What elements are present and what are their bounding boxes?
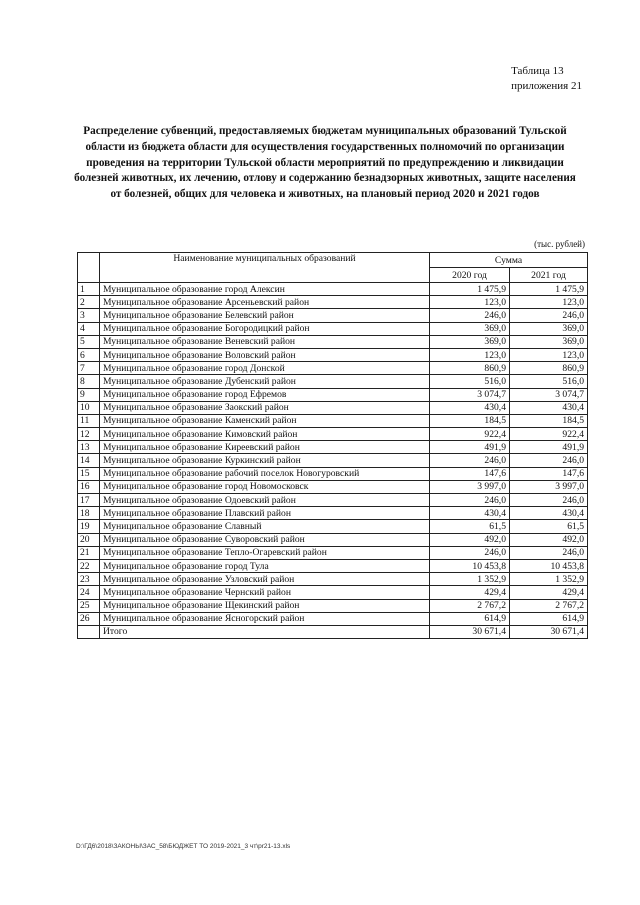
row-number: 1: [78, 283, 100, 296]
municipality-name: Муниципальное образование Щекинский район: [100, 599, 430, 612]
value-2021: 491,9: [510, 441, 588, 454]
units-note: (тыс. рублей): [534, 239, 585, 249]
table-row: [78, 322, 588, 335]
value-2021: 369,0: [510, 335, 588, 348]
municipality-name: Муниципальное образование Дубенский район: [100, 375, 430, 388]
value-2021: 147,6: [510, 467, 588, 480]
row-number: 4: [78, 322, 100, 335]
municipality-name: Муниципальное образование Арсеньевский район: [100, 296, 430, 309]
value-2020: 860,9: [430, 362, 510, 375]
value-2021: 1 352,9: [510, 573, 588, 586]
municipality-name: Муниципальное образование Веневский район: [100, 335, 430, 348]
row-number: 7: [78, 362, 100, 375]
value-2020: 369,0: [430, 335, 510, 348]
municipality-name: Муниципальное образование Белевский район: [100, 309, 430, 322]
table-row: [78, 428, 588, 441]
table-row: [78, 454, 588, 467]
municipality-name: Муниципальное образование Тепло-Огаревский район: [100, 546, 430, 559]
municipality-name: Муниципальное образование Суворовский район: [100, 533, 430, 546]
value-2020: 429,4: [430, 586, 510, 599]
value-2020: 430,4: [430, 401, 510, 414]
table-row: [78, 401, 588, 414]
municipality-name: Муниципальное образование рабочий поселок Новогуровский: [100, 467, 430, 480]
value-2020: 614,9: [430, 612, 510, 625]
table-row: [78, 480, 588, 493]
total-num-cell: [78, 625, 100, 638]
table-row: [78, 612, 588, 625]
header-sum-cell: Сумма: [430, 253, 588, 268]
value-2020: 123,0: [430, 348, 510, 361]
document-title: Распределение субвенций, предоставляемых бюджетам муниципальных образований Тульской области из бюджета области для осуществления государственных полномочий по организации проведения на территории Тульской области мероприятий по предупреждению и ликвидации болезней животных, их лечению, отлову и содержанию безнадзорных животных, защите населения от болезней, общих для человека и животных, на плановый период 2020 и 2021 годов: [74, 125, 576, 201]
value-2020: 147,6: [430, 467, 510, 480]
value-2020: 430,4: [430, 507, 510, 520]
value-2021: 430,4: [510, 507, 588, 520]
value-2020: 3 074,7: [430, 388, 510, 401]
header-year-2021: 2021 год: [510, 268, 588, 283]
table-row: [78, 573, 588, 586]
value-2021: 3 997,0: [510, 480, 588, 493]
row-number: 5: [78, 335, 100, 348]
row-number: 3: [78, 309, 100, 322]
table-row: [78, 348, 588, 361]
table-row: [78, 414, 588, 427]
value-2020: 246,0: [430, 494, 510, 507]
row-number: 9: [78, 388, 100, 401]
value-2020: 246,0: [430, 546, 510, 559]
municipality-name: Муниципальное образование Узловский район: [100, 573, 430, 586]
row-number: 25: [78, 599, 100, 612]
header-num-cell: [78, 253, 100, 283]
value-2020: 491,9: [430, 441, 510, 454]
row-number: 6: [78, 348, 100, 361]
table-row: [78, 507, 588, 520]
value-2021: 860,9: [510, 362, 588, 375]
total-2021: 30 671,4: [510, 625, 588, 638]
table-row: [78, 296, 588, 309]
value-2021: 246,0: [510, 454, 588, 467]
file-path-footer: D:\ГД6\2018\ЗАКОНЫ\ЗАС_58\БЮДЖЕТ ТО 2019-2021_3 чт\pr21-13.xls: [76, 843, 291, 850]
value-2021: 614,9: [510, 612, 588, 625]
header-name-cell: Наименование муниципальных образований: [100, 253, 430, 283]
table-row: [78, 586, 588, 599]
value-2020: 246,0: [430, 454, 510, 467]
value-2021: 492,0: [510, 533, 588, 546]
row-number: 8: [78, 375, 100, 388]
row-number: 15: [78, 467, 100, 480]
distribution-table: [77, 252, 588, 639]
municipality-name: Муниципальное образование Заокский район: [100, 401, 430, 414]
value-2020: 123,0: [430, 296, 510, 309]
value-2020: 369,0: [430, 322, 510, 335]
municipality-name: Муниципальное образование Одоевский район: [100, 494, 430, 507]
value-2021: 1 475,9: [510, 283, 588, 296]
row-number: 18: [78, 507, 100, 520]
row-number: 21: [78, 546, 100, 559]
value-2021: 369,0: [510, 322, 588, 335]
row-number: 24: [78, 586, 100, 599]
total-row: [78, 625, 588, 638]
municipality-name: Муниципальное образование город Ефремов: [100, 388, 430, 401]
value-2020: 492,0: [430, 533, 510, 546]
value-2020: 184,5: [430, 414, 510, 427]
value-2020: 61,5: [430, 520, 510, 533]
value-2021: 61,5: [510, 520, 588, 533]
table-row: [78, 283, 588, 296]
table-row: [78, 494, 588, 507]
row-number: 19: [78, 520, 100, 533]
municipality-name: Муниципальное образование город Алексин: [100, 283, 430, 296]
row-number: 22: [78, 559, 100, 572]
municipality-name: Муниципальное образование город Донской: [100, 362, 430, 375]
value-2020: 1 475,9: [430, 283, 510, 296]
municipality-name: Муниципальное образование Киреевский район: [100, 441, 430, 454]
header-year-2020: 2020 год: [430, 268, 510, 283]
value-2021: 2 767,2: [510, 599, 588, 612]
table-row: [78, 599, 588, 612]
value-2020: 922,4: [430, 428, 510, 441]
value-2020: 1 352,9: [430, 573, 510, 586]
value-2021: 10 453,8: [510, 559, 588, 572]
row-number: 16: [78, 480, 100, 493]
table-row: [78, 533, 588, 546]
value-2021: 246,0: [510, 546, 588, 559]
row-number: 11: [78, 414, 100, 427]
table-header-row: [78, 253, 588, 268]
row-number: 10: [78, 401, 100, 414]
value-2021: 123,0: [510, 348, 588, 361]
table-row: [78, 335, 588, 348]
row-number: 23: [78, 573, 100, 586]
row-number: 26: [78, 612, 100, 625]
value-2020: 246,0: [430, 309, 510, 322]
value-2021: 3 074,7: [510, 388, 588, 401]
value-2021: 516,0: [510, 375, 588, 388]
table-row: [78, 375, 588, 388]
table-row: [78, 309, 588, 322]
municipality-name: Муниципальное образование Плавский район: [100, 507, 430, 520]
value-2021: 922,4: [510, 428, 588, 441]
table-reference: [511, 64, 582, 94]
value-2021: 123,0: [510, 296, 588, 309]
value-2021: 184,5: [510, 414, 588, 427]
value-2020: 10 453,8: [430, 559, 510, 572]
table-row: [78, 520, 588, 533]
municipality-name: Муниципальное образование Куркинский район: [100, 454, 430, 467]
value-2021: 246,0: [510, 309, 588, 322]
row-number: 20: [78, 533, 100, 546]
table-row: [78, 441, 588, 454]
value-2020: 516,0: [430, 375, 510, 388]
value-2020: 3 997,0: [430, 480, 510, 493]
municipality-name: Муниципальное образование Богородицкий район: [100, 322, 430, 335]
value-2021: 246,0: [510, 494, 588, 507]
row-number: 13: [78, 441, 100, 454]
row-number: 12: [78, 428, 100, 441]
municipality-name: Муниципальное образование Воловский район: [100, 348, 430, 361]
total-label: Итого: [100, 625, 430, 638]
municipality-name: Муниципальное образование Чернский район: [100, 586, 430, 599]
table-row: [78, 467, 588, 480]
row-number: 14: [78, 454, 100, 467]
value-2021: 430,4: [510, 401, 588, 414]
table-number: Таблица 13: [511, 65, 564, 77]
table-row: [78, 559, 588, 572]
total-2020: 30 671,4: [430, 625, 510, 638]
table-body: [78, 283, 588, 626]
row-number: 17: [78, 494, 100, 507]
appendix-number: приложения 21: [511, 80, 582, 92]
table-row: [78, 546, 588, 559]
table-row: [78, 362, 588, 375]
municipality-name: Муниципальное образование Кимовский район: [100, 428, 430, 441]
municipality-name: Муниципальное образование город Новомосковск: [100, 480, 430, 493]
value-2020: 2 767,2: [430, 599, 510, 612]
municipality-name: Муниципальное образование Каменский район: [100, 414, 430, 427]
municipality-name: Муниципальное образование Славный: [100, 520, 430, 533]
municipality-name: Муниципальное образование Ясногорский район: [100, 612, 430, 625]
row-number: 2: [78, 296, 100, 309]
table-row: [78, 388, 588, 401]
municipality-name: Муниципальное образование город Тула: [100, 559, 430, 572]
value-2021: 429,4: [510, 586, 588, 599]
